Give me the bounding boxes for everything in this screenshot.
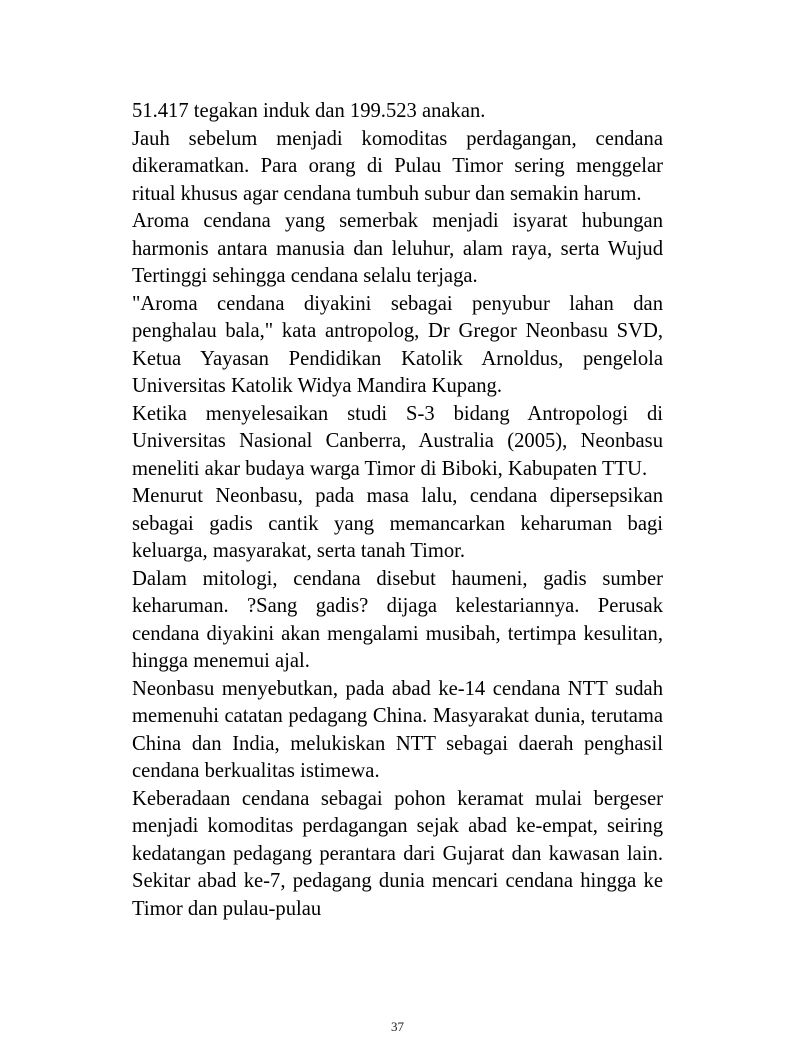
paragraph-7: Dalam mitologi, cendana disebut haumeni, gadis sumber keharuman. ?Sang gadis? dijaga kelestariannya. Perusak cendana diyakini akan mengalami musibah, tertimpa kesulitan, hingga menemui ajal. (132, 567, 663, 672)
paragraph-9: Keberadaan cendana sebagai pohon keramat mulai bergeser menjadi komoditas perdagangan sejak abad ke-empat, seiring kedatangan pedagang perantara dari Gujarat dan kawasan lain. Sekitar abad ke-7, pedagang dunia mencari cendana hingga ke Timor dan pulau-pulau (132, 787, 663, 920)
page-body (132, 98, 663, 923)
paragraph-4: "Aroma cendana diyakini sebagai penyubur lahan dan penghalau bala," kata antropolog, Dr Gregor Neonbasu SVD, Ketua Yayasan Pendidikan Katolik Arnoldus, pengelola Universitas Katolik Widya Mandira Kupang. (132, 292, 663, 397)
paragraph-6: Menurut Neonbasu, pada masa lalu, cendana dipersepsikan sebagai gadis cantik yang memancarkan keharuman bagi keluarga, masyarakat, serta tanah Timor. (132, 485, 663, 562)
page-number: 37 (391, 1019, 404, 1034)
paragraph-2: Jauh sebelum menjadi komoditas perdagangan, cendana dikeramatkan. Para orang di Pulau Timor sering menggelar ritual khusus agar cendana tumbuh subur dan semakin harum. (132, 127, 663, 205)
paragraph-1: 51.417 tegakan induk dan 199.523 anakan. (132, 100, 486, 122)
paragraph-5: Ketika menyelesaikan studi S-3 bidang Antropologi di Universitas Nasional Canberra, Australia (2005), Neonbasu meneliti akar budaya warga Timor di Biboki, Kabupaten TTU. (132, 402, 663, 480)
paragraph-3: Aroma cendana yang semerbak menjadi isyarat hubungan harmonis antara manusia dan leluhur, alam raya, serta Wujud Tertinggi sehingga cendana selalu terjaga. (132, 210, 663, 287)
paragraph-8: Neonbasu menyebutkan, pada abad ke-14 cendana NTT sudah memenuhi catatan pedagang China. Masyarakat dunia, terutama China dan India, melukiskan NTT sebagai daerah penghasil cendana berkualitas istimewa. (132, 677, 663, 782)
